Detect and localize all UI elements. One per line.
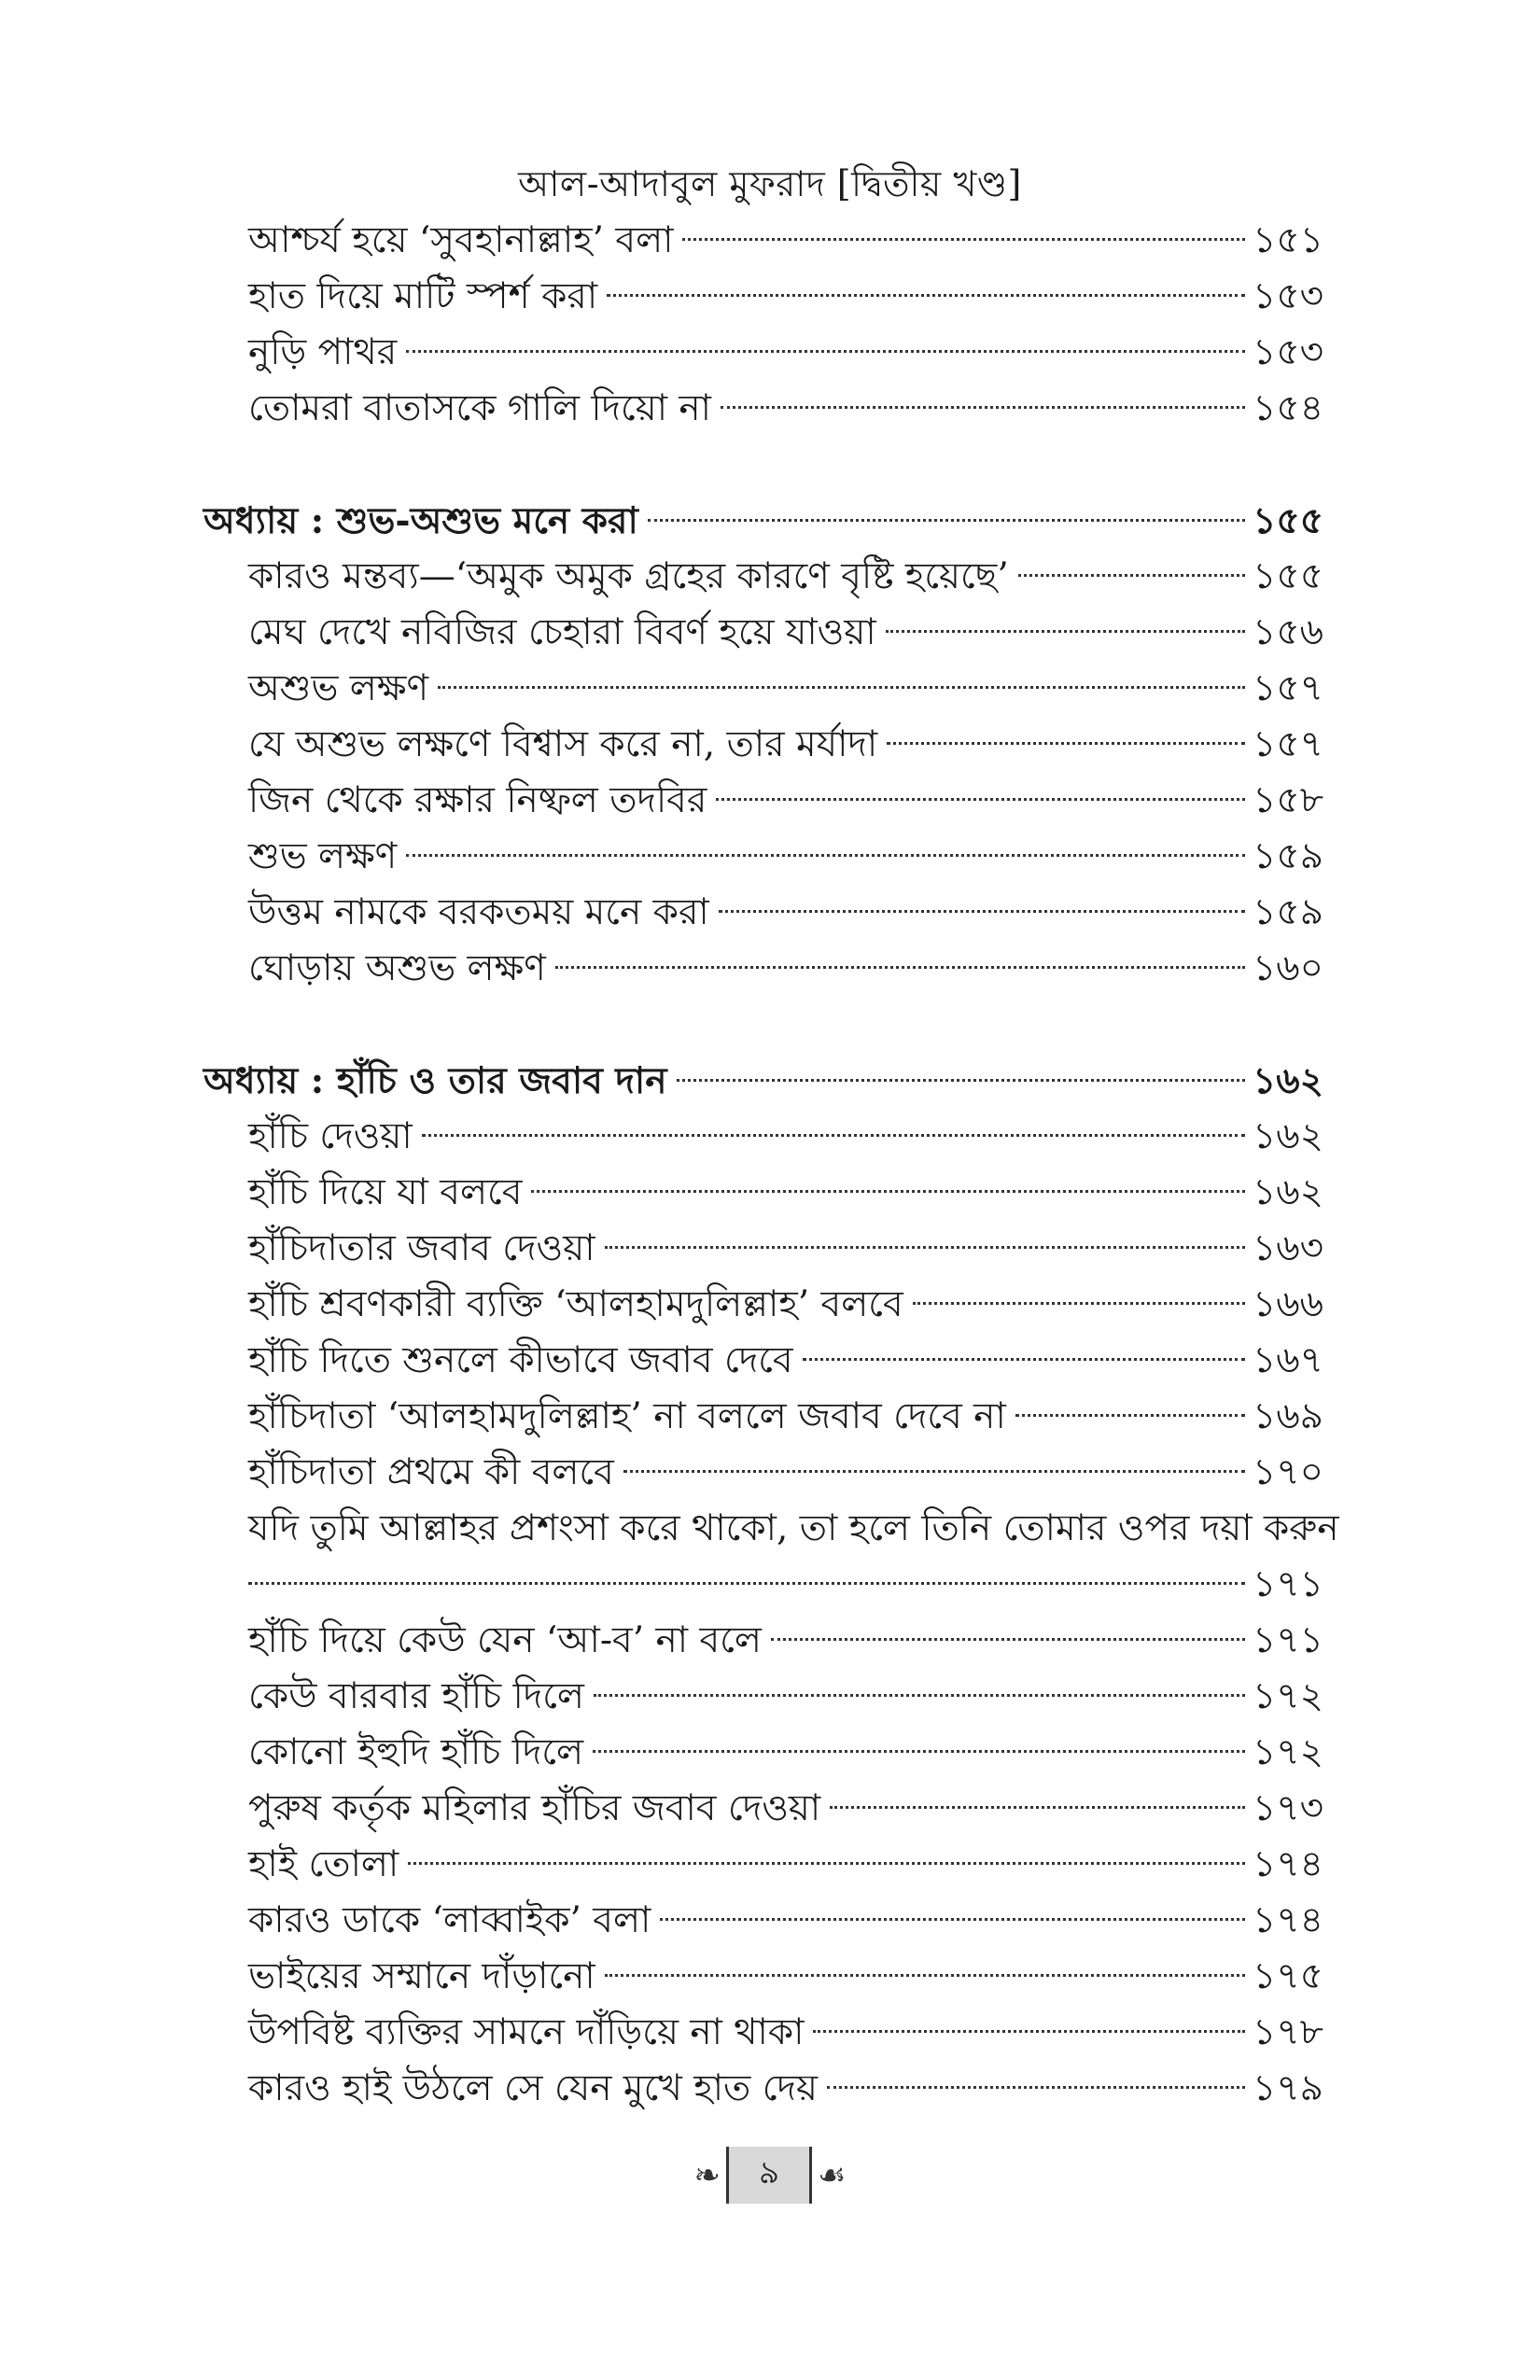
toc-chapter-page: ১৬২ (1252, 1059, 1323, 1102)
toc-entry[interactable] (203, 885, 1323, 941)
toc-entry-title: মেঘ দেখে নবিজির চেহারা বিবর্ণ হয়ে যাওয়া (248, 611, 876, 653)
toc-entry-page: ১৫৭ (1253, 723, 1323, 765)
dot-leader (623, 1470, 1245, 1473)
toc-entry-title: কেউ বারবার হাঁচি দিলে (248, 1675, 584, 1717)
toc-entry-title: হাই তোলা (248, 1843, 399, 1885)
toc-entry-page: ১৭৩ (1252, 1787, 1323, 1829)
toc-entry-title: হাত দিয়ে মাটি স্পর্শ করা (248, 275, 598, 317)
dot-leader (803, 1358, 1245, 1361)
toc-entry-page: ১৭০ (1252, 1451, 1323, 1493)
dot-leader (719, 910, 1245, 913)
toc-entry-page: ১৫৮ (1253, 779, 1323, 821)
toc-entry[interactable] (203, 605, 1323, 661)
toc-entry[interactable] (203, 1669, 1323, 1725)
dot-leader (406, 350, 1245, 353)
toc-entry[interactable] (203, 1725, 1323, 1781)
toc-entry[interactable] (203, 1389, 1323, 1445)
dot-leader (408, 1862, 1245, 1865)
toc-entry-title: শুভ লক্ষণ (248, 835, 398, 877)
toc-entry-title: পুরুষ কর্তৃক মহিলার হাঁচির জবাব দেওয়া (248, 1787, 821, 1829)
toc-entry-title: হাঁচি দেওয়া (248, 1115, 413, 1157)
toc-entry-page: ১৭২ (1252, 1731, 1323, 1773)
toc-entry-title: হাঁচিদাতা প্রথমে কী বলবে (248, 1451, 614, 1493)
toc-entry-page: ১৬৭ (1252, 1339, 1323, 1381)
toc-entry-page: ১৫৫ (1253, 555, 1323, 597)
dot-leader (555, 966, 1245, 969)
toc-entry-title: নুড়ি পাথর (248, 331, 398, 373)
page-number: ৯ (726, 2147, 812, 2204)
toc-entry-title: কারও হাই উঠলে সে যেন মুখে হাত দেয় (248, 2067, 819, 2109)
toc-entry-title: হাঁচি দিয়ে যা বলবে (248, 1171, 523, 1213)
toc-entry[interactable] (203, 1165, 1323, 1221)
toc-entry-page: ১৫৬ (1253, 611, 1323, 653)
toc-entry-title: হাঁচি দিতে শুনলে কীভাবে জবাব দেবে (248, 1339, 793, 1381)
toc-entry[interactable] (203, 1613, 1323, 1669)
dot-leader (716, 798, 1245, 801)
toc-entry-title: তোমরা বাতাসকে গালি দিয়ো না (248, 387, 711, 429)
running-head-title: আল-আদাবুল মুফরাদ [দ্বিতীয় খণ্ড] (518, 163, 1022, 204)
dot-leader (677, 1079, 1245, 1082)
toc-entry-page: ১৫৯ (1253, 891, 1323, 933)
toc-entry[interactable] (203, 1221, 1323, 1277)
toc-entry[interactable] (203, 381, 1323, 437)
toc-entry-page: ১৭১ (1253, 1619, 1323, 1661)
toc-entry-page: ১৭১ (1253, 1563, 1323, 1605)
toc-entry-title: কোনো ইহুদি হাঁচি দিলে (248, 1731, 584, 1773)
toc-entry[interactable] (203, 549, 1323, 605)
toc-entry[interactable] (203, 829, 1323, 885)
toc-entry-page: ১৭৪ (1253, 1899, 1323, 1941)
page-footer (0, 2147, 1540, 2204)
toc-entry-title: জিন থেকে রক্ষার নিষ্ফল তদবির (248, 779, 707, 821)
dot-leader (422, 1134, 1245, 1137)
ornament-right-icon: ☙ (818, 2156, 847, 2194)
dot-leader (593, 1750, 1245, 1753)
toc-entry-page: ১৫৯ (1253, 835, 1323, 877)
toc-entry[interactable] (203, 1333, 1323, 1389)
toc-entry-page: ১৬২ (1252, 1115, 1323, 1157)
dot-leader (682, 238, 1245, 241)
dot-leader (594, 1694, 1245, 1697)
toc-entry-page: ১৭৯ (1253, 2067, 1323, 2109)
toc-entry-wrapped-continuation[interactable] (203, 1557, 1323, 1613)
dot-leader (913, 1302, 1245, 1305)
toc-entry[interactable] (203, 1109, 1323, 1165)
toc-entry[interactable] (203, 1893, 1323, 1949)
dot-leader (607, 294, 1245, 297)
dot-leader (886, 630, 1245, 633)
toc-chapter-heading[interactable] (203, 493, 1323, 549)
toc-chapter-title: অধ্যায় : শুভ-অশুভ মনে করা (203, 499, 638, 542)
dot-leader (406, 854, 1245, 857)
toc-entry-page: ১৭২ (1252, 1675, 1323, 1717)
toc-entry[interactable] (203, 1837, 1323, 1893)
toc-entry-page: ১৬৩ (1252, 1227, 1323, 1269)
toc-entry-title: ভাইয়ের সম্মানে দাঁড়ানো (248, 1955, 595, 1997)
dot-leader (605, 1246, 1245, 1249)
dot-leader (813, 2030, 1245, 2033)
toc-chapter-heading[interactable] (203, 1053, 1323, 1109)
dot-leader (827, 2086, 1245, 2089)
dot-leader (1015, 1414, 1245, 1417)
toc-entry[interactable] (203, 717, 1323, 773)
toc-entry[interactable] (203, 325, 1323, 381)
dot-leader (830, 1806, 1245, 1809)
toc-entry-title: হাঁচি শ্রবণকারী ব্যক্তি ‘আলহামদুলিল্লাহ’ বলবে (248, 1283, 903, 1325)
toc-entry[interactable] (203, 941, 1323, 997)
toc-entry[interactable] (203, 2005, 1323, 2061)
toc-entry-page: ১৬৯ (1253, 1395, 1323, 1437)
toc-entry[interactable] (203, 2061, 1323, 2117)
toc-entry[interactable] (203, 269, 1323, 325)
toc-entry-page: ১৬০ (1252, 947, 1323, 989)
table-of-contents (203, 213, 1339, 2117)
toc-entry-page: ১৫৭ (1253, 667, 1323, 709)
dot-leader (721, 406, 1245, 409)
toc-entry[interactable] (203, 213, 1323, 269)
toc-entry-title: যে অশুভ লক্ষণে বিশ্বাস করে না, তার মর্যাদা (248, 723, 878, 765)
toc-entry-title: হাঁচি দিয়ে কেউ যেন ‘আ-ব’ না বলে (248, 1619, 762, 1661)
toc-entry-title: আশ্চর্য হয়ে ‘সুবহানাল্লাহ’ বলা (248, 219, 674, 261)
toc-entry[interactable] (203, 773, 1323, 829)
dot-leader (648, 519, 1245, 522)
dot-leader (438, 686, 1245, 689)
dot-leader (248, 1582, 1245, 1585)
toc-entry-page: ১৭৪ (1253, 1843, 1323, 1885)
toc-entry[interactable] (203, 1277, 1323, 1333)
toc-entry-page: ১৫৩ (1253, 331, 1323, 373)
toc-entry-title: অশুভ লক্ষণ (248, 667, 429, 709)
dot-leader (660, 1918, 1245, 1921)
dot-leader (887, 742, 1245, 745)
toc-entry-page: ১৬২ (1252, 1171, 1323, 1213)
toc-entry-title: উপবিষ্ট ব্যক্তির সামনে দাঁড়িয়ে না থাকা (248, 2011, 805, 2053)
toc-entry-title: হাঁচিদাতা ‘আলহামদুলিল্লাহ’ না বললে জবাব দেবে না (248, 1395, 1006, 1437)
toc-entry-page: ১৭৮ (1253, 2011, 1323, 2053)
toc-entry-title: ঘোড়ায় অশুভ লক্ষণ (248, 947, 546, 989)
toc-entry-page: ১৬৬ (1252, 1283, 1323, 1325)
ornament-left-icon: ❧ (693, 2156, 721, 2194)
dot-leader (605, 1974, 1245, 1977)
toc-entry-page: ১৭৫ (1253, 1955, 1323, 1997)
toc-entry-page: ১৫৩ (1253, 275, 1323, 317)
toc-entry-title: কারও মন্তব্য—‘অমুক অমুক গ্রহের কারণে বৃষ্টি হয়েছে’ (248, 555, 1009, 597)
toc-entry[interactable] (203, 1949, 1323, 2005)
dot-leader (531, 1190, 1245, 1193)
toc-chapter-title: অধ্যায় : হাঁচি ও তার জবাব দান (203, 1059, 667, 1102)
toc-entry[interactable] (203, 661, 1323, 717)
toc-entry[interactable] (203, 1781, 1323, 1837)
toc-entry-wrapped-title[interactable]: যদি তুমি আল্লাহর প্রশংসা করে থাকো, তা হলে তিনি তোমার ওপর দয়া করুন (248, 1507, 1339, 1549)
toc-entry[interactable] (203, 1445, 1323, 1501)
toc-entry-page: ১৫১ (1253, 219, 1323, 261)
toc-entry-title: হাঁচিদাতার জবাব দেওয়া (248, 1227, 595, 1269)
folio (688, 2147, 851, 2204)
dot-leader (1018, 574, 1245, 577)
toc-chapter-page: ১৫৫ (1253, 499, 1323, 542)
toc-entry-title: কারও ডাকে ‘লাব্বাইক’ বলা (248, 1899, 651, 1941)
toc-entry-title: উত্তম নামকে বরকতময় মনে করা (248, 891, 709, 933)
dot-leader (771, 1638, 1245, 1641)
toc-entry-page: ১৫৪ (1253, 387, 1323, 429)
